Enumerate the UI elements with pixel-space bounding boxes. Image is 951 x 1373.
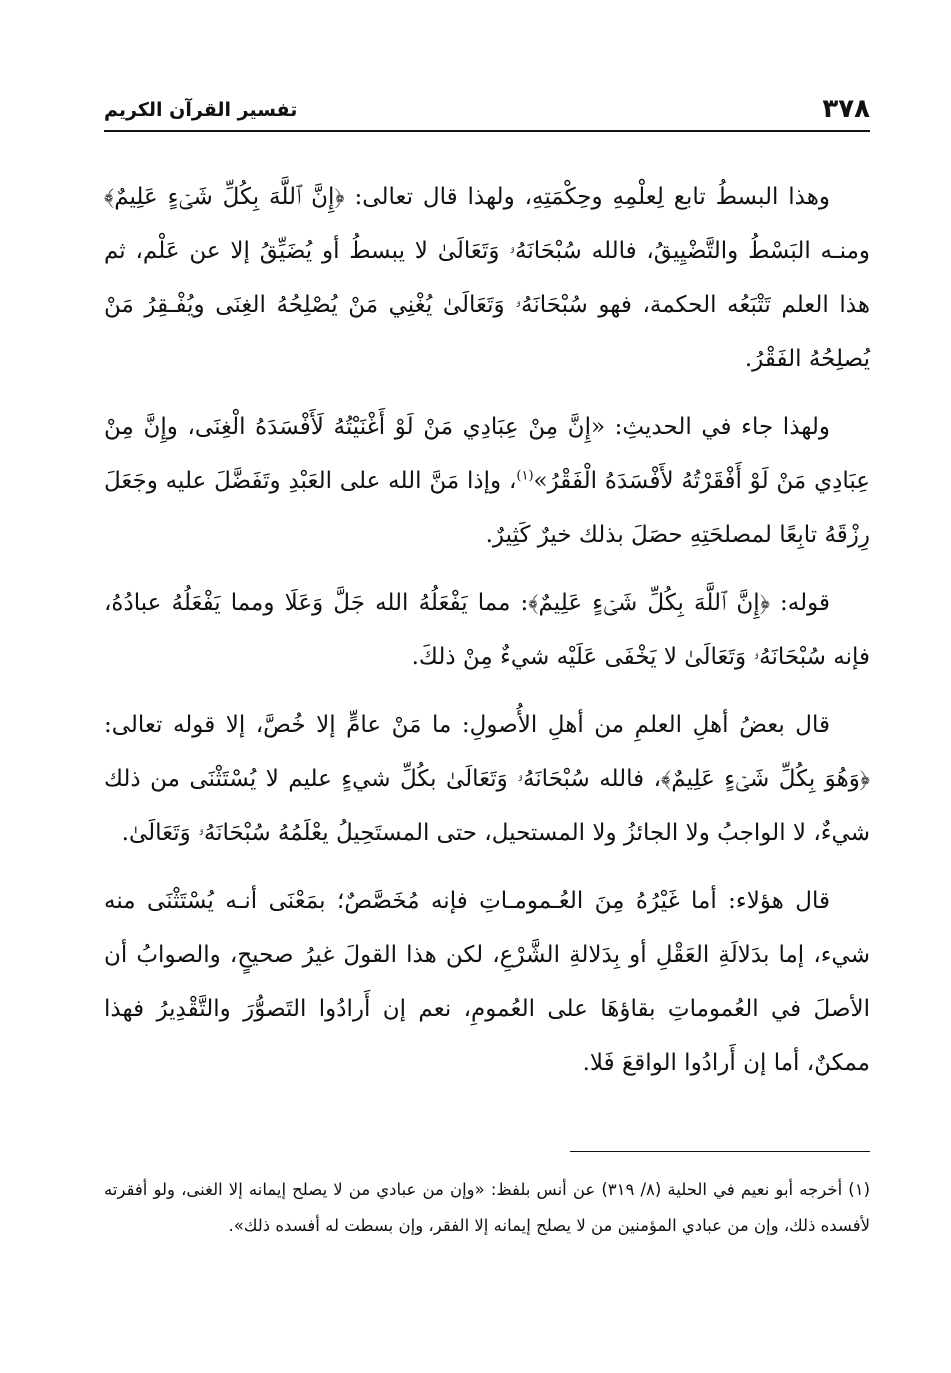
footnote: (١) أخرجه أبو نعيم في الحلية (٨/ ٣١٩) عن أنس بلفظ: «وإن من عبادي من لا يصلح إيمانه إلا الغنى، ولو أفقرته لأفسده ذلك، وإن من عبادي المؤمنين من لا يصلح إيمانه إلا الفقر، وإن بسطت له أفسده ذلك». [104,1180,870,1235]
paragraph: وهذا البسطُ تابع لِعلْمِهِ وحِكْمَتِهِ، ولهذا قال تعالى: ﴿إِنَّ ٱللَّهَ بِكُلِّ شَىۡءٍ عَلِيمٌ﴾ ومنـه البَسْطُ والتَّضْيِيقُ، فالله سُبْحَانَهُۥ وَتَعَالَىٰ لا يبسطُ أو يُضَيِّقُ إلا عن عَلْم، ثم هذا العلم تَتْبَعُه الحكمة، فهو سُبْحَانَهُۥ وَتَعَالَىٰ يُغْنِي مَنْ يُصْلِحُهُ الغِنَى ويُفْـقِرُ مَنْ يُصلِحُهُ الفَقْرُ. [104,184,870,372]
running-title: تفسير القرآن الكريم [104,99,298,121]
paragraph-with-footnote [104,400,870,562]
footnotes [104,1172,870,1244]
page-number: ٣٧٨ [822,94,870,124]
page-header [104,92,870,132]
footnote-marker: (١) [516,468,534,484]
main-text [104,170,870,1104]
paragraph: قال هؤلاء: أما غَيْرُهُ مِنَ العُـمومـاتِ فإنه مُخَصَّصٌ؛ بمَعْنَى أنـه يُسْتَثْنَى منه شيء، إما بدَلالَةِ العَقْلِ أو بِدَلالةِ الشَّرْعِ، لكن هذا القولَ غيرُ صحيحٍ، والصوابُ أن الأصلَ في العُموماتِ بقاؤهَا على العُمومِ، نعم إن أَرادُوا التَصوُّرَ والتَّقْدِيرُ فهذا ممكنٌ، أما إن أَرادُوا الواقعَ فَلا. [104,888,870,1076]
paragraph: قال بعضُ أهلِ العلمِ من أهلِ الأُصولِ: ما مَنْ عامٍّ إلا خُصَّ، إلا قوله تعالى: ﴿وَهُوَ بِكُلِّ شَىۡءٍ عَلِيمٌ﴾، فالله سُبْحَانَهُۥ وَتَعَالَىٰ بكُلِّ شيءٍ عليم لا يُسْتَثْنَى من ذلك شيءٌ، لا الواجبُ ولا الجائزُ ولا المستحيل، حتى المستَحِيلُ يعْلَمُهُ سُبْحَانَهُۥ وَتَعَالَىٰ. [104,712,870,846]
paragraph: قوله: ﴿إِنَّ ٱللَّهَ بِكُلِّ شَىۡءٍ عَلِيمٌ﴾: مما يَفْعَلُهُ الله جَلَّ وَعَلَا ومما يَفْعَلُهُ عبادُهُ، فإنه سُبْحَانَهُۥ وَتَعَالَىٰ لا يَخْفَى عَلَيْه شيءٌ مِنْ ذلكَ. [104,590,870,670]
footnote-separator [570,1151,870,1152]
header-rule [104,130,870,132]
hadith-quote: ولهذا جاء في الحديثِ: «إِنَّ مِنْ عِبَادِي مَنْ لَوْ أَغْنَيْتُهُ لَأَفْسَدَهُ الْغِنَى، وإِنَّ مِنْ عِبَادِي مَنْ لَوْ أَفْقَرْتُهُ لأَفْسَدَهُ الْفَقْرُ» [104,414,870,494]
paragraph-continuation: ، وإذا مَنَّ الله على العَبْدِ وتَفَضَّلَ عليه وجَعَلَ رِزْقَهُ تابِعًا لمصلحَتِهِ حصَلَ بذلك خيرٌ كَثِيرٌ. [104,468,870,548]
